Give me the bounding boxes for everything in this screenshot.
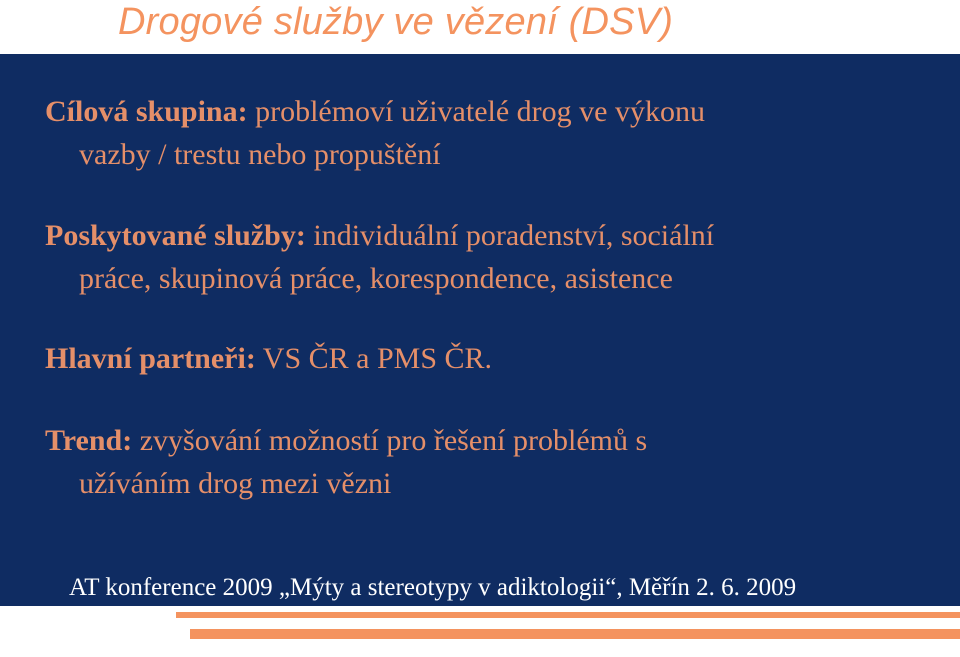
conference-footer: AT konference 2009 „Mýty a stereotypy v adiktologii“, Měřín 2. 6. 2009 <box>69 574 797 601</box>
trend-section <box>45 419 935 505</box>
target-group-section <box>45 90 935 176</box>
services-text-part-2: práce, skupinová práce, korespondence, asistence <box>79 262 673 295</box>
target-group-label: Cílová skupina: <box>45 95 248 128</box>
services-label: Poskytované služby: <box>45 219 306 252</box>
services-line-1 <box>45 214 935 257</box>
target-group-line-1 <box>45 90 935 133</box>
services-section <box>45 214 935 300</box>
partners-line <box>45 337 935 380</box>
title-area <box>0 0 960 54</box>
trend-text-part-2: užíváním drog mezi vězni <box>79 467 392 500</box>
trend-text-part-1: zvyšování možností pro řešení problémů s <box>132 424 648 457</box>
partners-text: VS ČR a PMS ČR. <box>255 342 493 375</box>
slide-title: Drogové služby ve vězení (DSV) <box>118 1 674 43</box>
target-group-text-part-2: vazby / trestu nebo propuštění <box>79 138 441 171</box>
target-group-text-part-1: problémoví uživatelé drog ve výkonu <box>247 95 705 128</box>
footer-divider-white <box>0 606 960 611</box>
trend-label: Trend: <box>45 424 133 457</box>
footer-accent-stripe-top <box>176 612 960 618</box>
footer-accent-stripe-bottom <box>190 629 960 639</box>
trend-line-1 <box>45 419 935 462</box>
partners-label: Hlavní partneři: <box>45 342 256 375</box>
services-text-part-1: individuální poradenství, sociální <box>305 219 715 252</box>
partners-section <box>45 337 935 380</box>
